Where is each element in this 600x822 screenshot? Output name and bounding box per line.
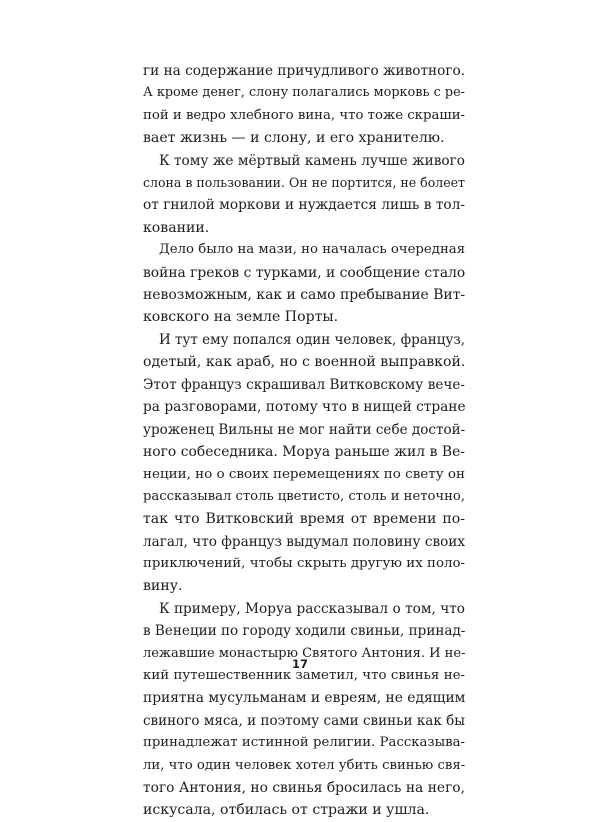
text-line: приятна мусульманам и евреям, не едящим xyxy=(143,690,466,707)
text-line: А кроме денег, слону полагались морковь с ре- xyxy=(143,85,465,101)
text-line: принадлежат истинной религии. Рассказыва- xyxy=(143,735,465,751)
text-line: ного собеседника. Моруа раньше жил в Ве- xyxy=(143,443,465,460)
text-line: Дело было на мази, но началась очередная xyxy=(159,242,466,258)
text-line: лежавшие монастырю Святого Антония. И не- xyxy=(143,645,466,661)
text-line: вину. xyxy=(143,578,183,595)
paragraph xyxy=(143,60,465,150)
paragraph xyxy=(143,598,465,822)
text-line: И тут ему попался один человек, француз, xyxy=(159,331,465,348)
text-line: рассказывал столь цветисто, столь и неточно, xyxy=(143,488,465,504)
text-line: ли, что один человек хотел убить свинью свя- xyxy=(143,757,466,773)
text-line: в Венеции по городу ходили свиньи, принад- xyxy=(143,623,466,640)
text-line: неции, но о своих перемещениях по свету он xyxy=(143,466,465,483)
text-line: ги на содержание причудливого животного. xyxy=(143,63,465,79)
text-line: К тому же мёртвый камень лучше живого xyxy=(159,152,465,169)
text-line: вает жизнь — и слону, и его хранителю. xyxy=(143,130,445,147)
text-line: свиного мяса, и поэтому сами свиньи как бы xyxy=(143,712,465,729)
text-line: К примеру, Моруа рассказывал о том, что xyxy=(159,600,465,617)
text-line: приключений, чтобы скрыть другую их поло- xyxy=(143,555,465,571)
text-line: слона в пользовании. Он не портится, не болеет xyxy=(143,175,465,191)
paragraph xyxy=(143,239,465,329)
text-line: лагал, что француз выдумал половину своих xyxy=(143,533,465,550)
page-number: 17 xyxy=(291,657,308,671)
paragraph xyxy=(143,150,465,240)
text-line: ковании. xyxy=(143,219,210,236)
body-text xyxy=(143,60,465,822)
text-line: одетый, как араб, но с военной выправкой. xyxy=(143,354,466,371)
text-line: Этот француз скрашивал Витковскому вече- xyxy=(143,376,465,393)
text-line: война греков с турками, и сообщение стало xyxy=(143,264,466,281)
text-line: невозможным, как и само пребывание Вит- xyxy=(143,287,466,304)
text-line: того Антония, но свинья бросилась на него, xyxy=(143,780,465,796)
text-line: пой и ведро хлебного вина, что тоже скраши- xyxy=(143,107,466,123)
text-line: кий путешественник заметил, что свинья не- xyxy=(143,667,465,683)
text-line: ковского на земле Порты. xyxy=(143,309,339,326)
text-line: от гнилой моркови и нуждается лишь в тол- xyxy=(143,197,466,214)
paragraph xyxy=(143,329,465,598)
text-line: уроженец Вильны не мог найти себе достой- xyxy=(143,421,466,438)
text-line: так что Витковский время от времени по- xyxy=(143,511,465,528)
text-line: искусала, отбилась от стражи и ушла. xyxy=(143,802,430,819)
text-line: ра разговорами, потому что в нищей стране xyxy=(143,399,466,416)
